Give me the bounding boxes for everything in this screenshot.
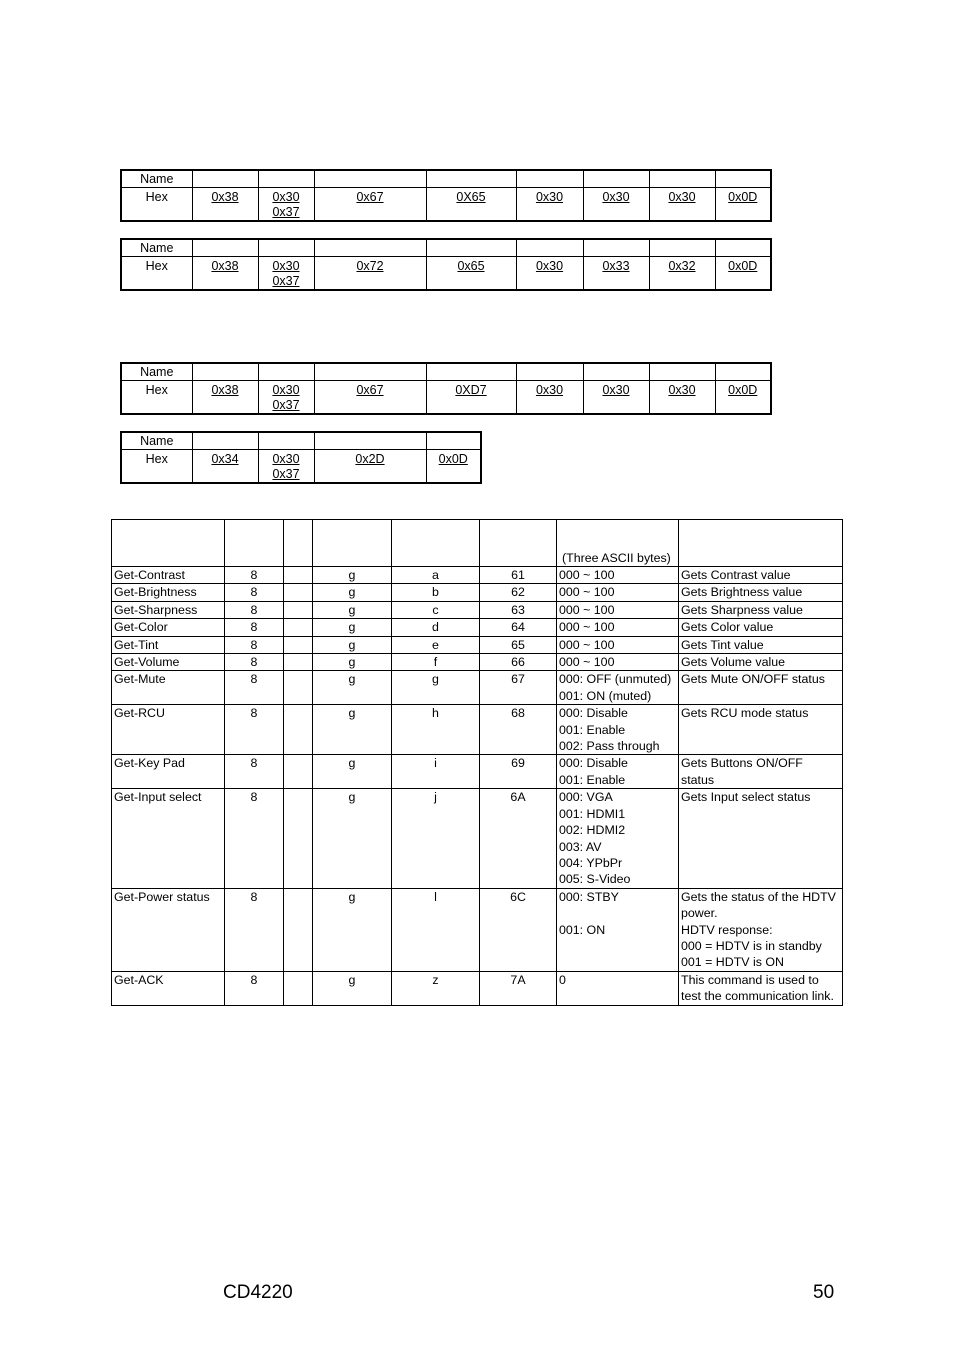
command-name: Get-Sharpness [112,601,225,618]
hex-byte: 0x0D [715,257,771,291]
spacer-cell [284,636,313,653]
value-line: 000: Disable [559,706,628,721]
hex-label: Hex [121,381,192,415]
description-line: Gets Contrast value [681,568,791,582]
command-description [679,567,843,584]
packet-table-2 [120,238,772,291]
description-line: Gets Volume value [681,655,786,670]
command-length: 8 [225,971,284,1005]
command-char: a [392,567,480,584]
command-description [679,619,843,636]
description-line: test the communication link. [681,989,834,1004]
description-line: power. [681,906,718,921]
hex-byte: 0x0D [715,381,771,415]
command-type: g [313,755,392,789]
command-type: g [313,971,392,1005]
value-line: 000 ~ 100 [559,568,615,582]
description-line: Gets Tint value [681,637,764,652]
table-row [112,789,843,888]
description-line: Gets Mute ON/OFF status [681,672,825,687]
spacer-cell [284,584,313,601]
command-description [679,971,843,1005]
command-char: c [392,601,480,618]
hex-byte: 0x30 0x37 [258,257,314,291]
command-hex: 7A [480,971,557,1005]
spacer-cell [284,971,313,1005]
hex-byte: 0x30 [649,381,715,415]
hex-byte: 0x0D [715,188,771,222]
hex-byte: 0x38 [192,381,258,415]
hex-row [121,381,771,415]
value-line: 0 [559,972,566,987]
table-row [112,636,843,653]
spacer-cell [284,789,313,888]
name-row [121,432,481,450]
command-char: z [392,971,480,1005]
name-label: Name [121,239,192,257]
command-values [557,567,679,584]
footer-model: CD4220 [223,1282,293,1303]
hex-row [121,257,771,291]
command-values [557,789,679,888]
command-description [679,671,843,705]
command-name: Get-Contrast [112,567,225,584]
spacer-cell [284,755,313,789]
value-line: 000 ~ 100 [559,655,615,670]
command-hex: 64 [480,619,557,636]
command-name: Get-ACK [112,971,225,1005]
command-char: e [392,636,480,653]
command-type: g [313,654,392,671]
command-hex: 69 [480,755,557,789]
value-line: 000: OFF (unmuted) [559,672,672,687]
name-row [121,363,771,381]
header-row [112,520,843,567]
command-name: Get-Tint [112,636,225,653]
table-row [112,654,843,671]
value-line: 003: AV [559,839,602,854]
hex-row [121,188,771,222]
hex-byte: 0x30 [583,381,649,415]
description-line: Gets RCU mode status [681,706,809,721]
command-length: 8 [225,619,284,636]
value-header: (Three ASCII bytes) [557,520,679,567]
command-length: 8 [225,567,284,584]
value-line: 002: HDMI2 [559,823,626,838]
spacer-cell [284,619,313,636]
hex-byte: 0x67 [314,188,426,222]
name-label: Name [121,363,192,381]
description-line: Gets Buttons ON/OFF [681,756,803,771]
command-name: Get-Mute [112,671,225,705]
hex-label: Hex [121,188,192,222]
value-line: 001: Enable [559,722,626,737]
command-char: j [392,789,480,888]
command-values [557,971,679,1005]
value-line: 000: VGA [559,790,613,805]
command-hex: 6A [480,789,557,888]
command-values [557,584,679,601]
spacer-cell [284,888,313,971]
command-char: b [392,584,480,601]
hex-byte: 0x34 [192,450,258,484]
command-name: Get-Brightness [112,584,225,601]
command-char: g [392,671,480,705]
description-line: Gets the status of the HDTV [681,889,836,904]
command-hex: 63 [480,601,557,618]
command-name: Get-Input select [112,789,225,888]
description-line: 001 = HDTV is ON [681,955,784,970]
command-type: g [313,789,392,888]
hex-label: Hex [121,257,192,291]
value-line: 000: Disable [559,756,628,771]
command-length: 8 [225,654,284,671]
description-line: Gets Color value [681,620,774,635]
hex-byte: 0x2D [314,450,426,484]
hex-byte: 0x32 [649,257,715,291]
spacer-cell [284,601,313,618]
command-values [557,755,679,789]
table-row [112,705,843,755]
command-char: l [392,888,480,971]
hex-byte: 0x67 [314,381,426,415]
command-length: 8 [225,636,284,653]
command-char: f [392,654,480,671]
command-values [557,705,679,755]
spacer-cell [284,671,313,705]
command-name: Get-Volume [112,654,225,671]
command-values [557,654,679,671]
value-line: 001: HDMI1 [559,806,626,821]
packet-table-1 [120,169,772,222]
command-name: Get-RCU [112,705,225,755]
command-description [679,705,843,755]
hex-label: Hex [121,450,192,484]
packet-table-4 [120,431,482,484]
command-type: g [313,601,392,618]
command-hex: 65 [480,636,557,653]
hex-byte: 0x0D [426,450,481,484]
table-row [112,755,843,789]
hex-byte: 0x38 [192,257,258,291]
command-table [111,519,843,1006]
command-values [557,671,679,705]
hex-byte: 0x30 0x37 [258,381,314,415]
description-line: HDTV response: [681,922,773,937]
value-line: 004: YPbPr [559,855,623,870]
command-hex: 66 [480,654,557,671]
hex-byte: 0x65 [426,257,516,291]
description-line: Gets Sharpness value [681,602,803,617]
command-description [679,789,843,888]
table-row [112,671,843,705]
command-length: 8 [225,755,284,789]
table-row [112,619,843,636]
command-type: g [313,671,392,705]
name-row [121,239,771,257]
hex-byte: 0x33 [583,257,649,291]
command-name: Get-Color [112,619,225,636]
command-length: 8 [225,584,284,601]
value-line: 005: S-Video [559,872,631,887]
command-type: g [313,888,392,971]
value-line: 001: ON (muted) [559,688,652,703]
command-description [679,888,843,971]
hex-row [121,450,481,484]
name-label: Name [121,170,192,188]
command-length: 8 [225,671,284,705]
command-length: 8 [225,789,284,888]
value-line: 001: ON [559,922,606,937]
command-type: g [313,636,392,653]
value-line: 000: STBY [559,889,619,904]
value-line: 001: Enable [559,772,626,787]
command-description [679,601,843,618]
command-name: Get-Power status [112,888,225,971]
name-label: Name [121,432,192,450]
hex-byte: 0x30 [516,188,583,222]
spacer-cell [284,567,313,584]
hex-byte: 0x38 [192,188,258,222]
hex-byte: 0x30 0x37 [258,450,314,484]
command-char: i [392,755,480,789]
command-values [557,601,679,618]
command-char: d [392,619,480,636]
hex-byte: 0x30 0x37 [258,188,314,222]
description-line: status [681,772,715,787]
table-row [112,567,843,584]
footer-page-number: 50 [813,1282,835,1303]
command-length: 8 [225,888,284,971]
spacer-cell [284,654,313,671]
value-line: 002: Pass through [559,739,660,754]
hex-byte: 0x30 [583,188,649,222]
value-line: 000 ~ 100 [559,637,615,652]
table-row [112,971,843,1005]
hex-byte: 0X65 [426,188,516,222]
hex-byte: 0XD7 [426,381,516,415]
command-hex: 67 [480,671,557,705]
command-hex: 68 [480,705,557,755]
table-row [112,601,843,618]
hex-byte: 0x30 [516,381,583,415]
hex-byte: 0x30 [516,257,583,291]
spacer-cell [284,705,313,755]
command-description [679,584,843,601]
command-hex: 62 [480,584,557,601]
description-line: 000 = HDTV is in standby [681,938,822,953]
command-description [679,654,843,671]
description-line: Gets Brightness value [681,585,803,600]
description-line: This command is used to [681,972,819,987]
command-char: h [392,705,480,755]
command-description [679,636,843,653]
value-line: 000 ~ 100 [559,620,615,635]
command-type: g [313,619,392,636]
command-length: 8 [225,601,284,618]
command-values [557,619,679,636]
command-type: g [313,705,392,755]
value-line: 000 ~ 100 [559,602,615,617]
table-row [112,584,843,601]
command-type: g [313,584,392,601]
table-row [112,888,843,971]
name-row [121,170,771,188]
command-values [557,888,679,971]
hex-byte: 0x30 [649,188,715,222]
command-values [557,636,679,653]
hex-byte: 0x72 [314,257,426,291]
command-description [679,755,843,789]
packet-table-3 [120,362,772,415]
description-line: Gets Input select status [681,790,811,805]
command-hex: 61 [480,567,557,584]
command-hex: 6C [480,888,557,971]
value-line: 000 ~ 100 [559,585,615,600]
command-type: g [313,567,392,584]
command-name: Get-Key Pad [112,755,225,789]
value-line [559,905,676,921]
command-length: 8 [225,705,284,755]
